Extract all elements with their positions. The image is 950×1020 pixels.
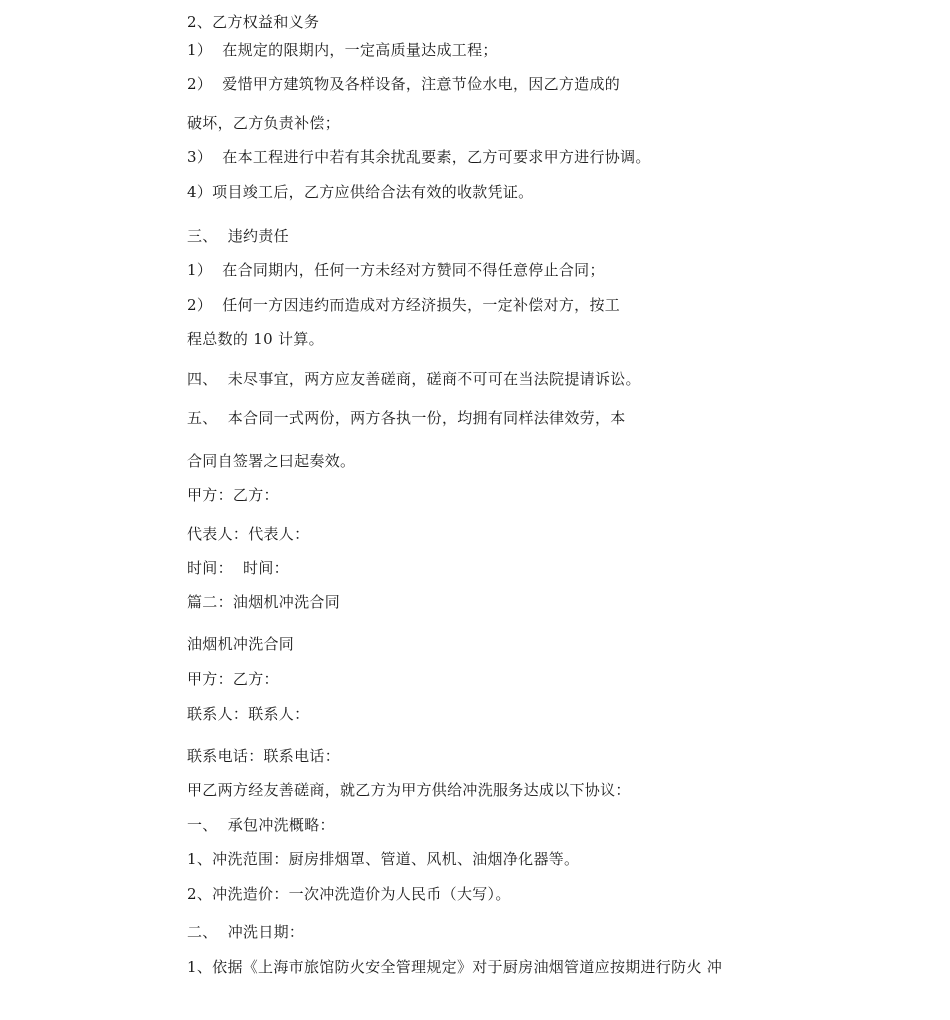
party-line: 联系电话：联系电话： — [187, 747, 341, 765]
party-line: 甲方：乙方： — [187, 670, 279, 688]
clause-line: 合同自签署之曰起奏效。 — [187, 452, 356, 470]
clause-line: 4）项目竣工后，乙方应供给合法有效的收款凭证。 — [187, 183, 534, 201]
clause-line: 程总数的 10 计算。 — [187, 330, 324, 348]
clause-line: 1） 在规定的限期内，一定高质量达成工程； — [187, 41, 498, 59]
clause-line: 2） 任何一方因违约而造成对方经济损失，一定补偿对方，按工 — [187, 296, 621, 314]
section-heading: 四、 未尽事宜，两方应友善磋商，磋商不可可在当法院提请诉讼。 — [187, 370, 641, 388]
contract-title: 油烟机冲洗合同 — [187, 635, 295, 653]
section-heading: 一、 承包冲洗概略： — [187, 816, 335, 834]
clause-line: 破坏，乙方负责补偿； — [187, 114, 341, 132]
section-heading: 五、 本合同一式两份，两方各执一份，均拥有同样法律效劳，本 — [187, 409, 626, 427]
section-heading: 三、 违约责任 — [187, 227, 289, 245]
clause-line: 1、冲洗范围：厨房排烟罩、管道、风机、油烟净化器等。 — [187, 850, 580, 868]
clause-line: 3） 在本工程进行中若有其余扰乱要素，乙方可要求甲方进行协调。 — [187, 148, 651, 166]
clause-line: 2、冲洗造价：一次冲洗造价为人民币（大写）。 — [187, 885, 511, 903]
clause-line: 2） 爱惜甲方建筑物及各样设备，注意节俭水电，因乙方造成的 — [187, 75, 621, 93]
signature-line: 代表人：代表人： — [187, 525, 310, 543]
party-line: 联系人：联系人： — [187, 705, 310, 723]
clause-line: 1） 在合同期内，任何一方未经对方赞同不得任意停止合同； — [187, 261, 605, 279]
section-heading: 2、乙方权益和义务 — [187, 13, 320, 31]
clause-line: 甲乙两方经友善磋商，就乙方为甲方供给冲洗服务达成以下协议： — [187, 781, 631, 799]
signature-line: 甲方：乙方： — [187, 486, 279, 504]
chapter-title: 篇二：油烟机冲洗合同 — [187, 593, 341, 611]
section-heading: 二、 冲洗日期： — [187, 923, 305, 941]
signature-line: 时间： 时间： — [187, 559, 289, 577]
clause-line: 1、依据《上海市旅馆防火安全管理规定》对于厨房油烟管道应按期进行防火 冲 — [187, 958, 723, 976]
